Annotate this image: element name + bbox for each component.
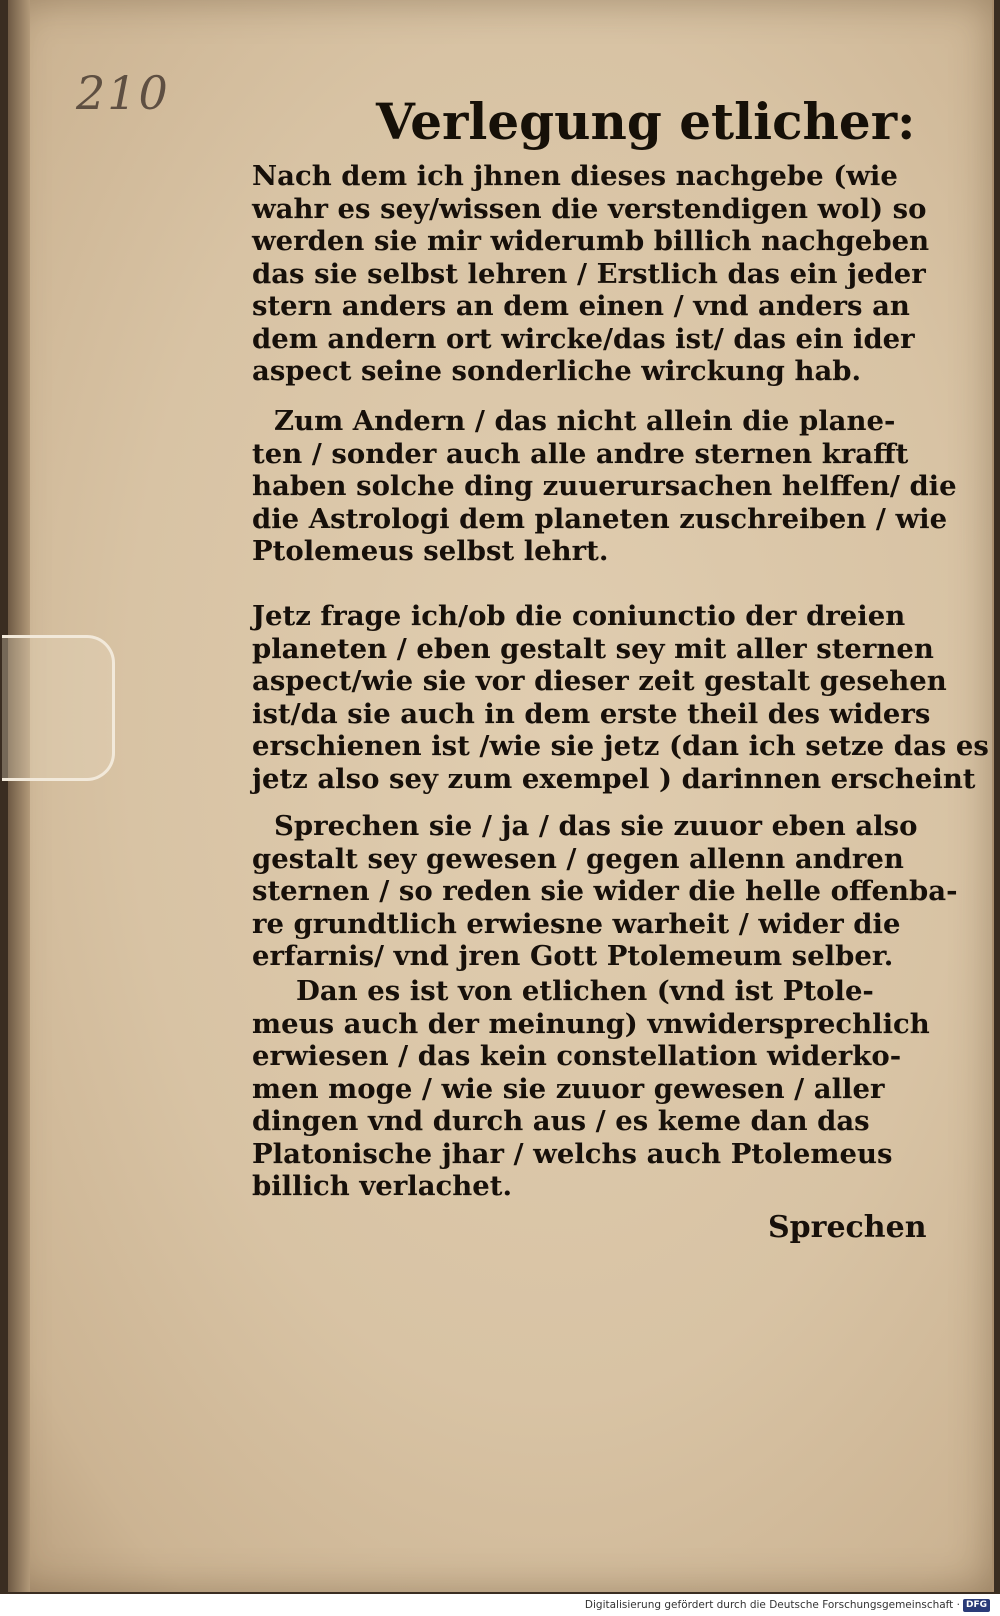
text-line: men moge / wie sie zuuor gewesen / aller	[252, 1072, 885, 1105]
page-gutter	[8, 0, 30, 1592]
paragraph-1	[252, 160, 930, 388]
text-line: wahr es sey/wissen die verstendigen wol) so	[252, 192, 927, 225]
text-line: re grundtlich erwiesne warheit / wider die	[252, 907, 901, 940]
text-line: werden sie mir widerumb billich nachgeben	[252, 225, 930, 257]
text-line: Nach dem ich jhnen dieses nachgebe (wie	[252, 160, 898, 192]
digitization-credit	[0, 1594, 1000, 1616]
text-line: erfarnis/ vnd jren Gott Ptolemeum selber.	[252, 940, 894, 972]
paragraph-5	[252, 975, 930, 1203]
text-line: jetz also sey zum exempel ) darinnen erscheint	[252, 762, 976, 795]
text-line: sternen / so reden sie wider die helle offenba-	[252, 875, 958, 907]
credit-text: Digitalisierung gefördert durch die Deutsche Forschungsgemeinschaft ·	[584, 1599, 960, 1611]
text-line: Jetz frage ich/ob die coniunctio der dreien	[252, 600, 906, 632]
text-line: aspect seine sonderliche wirckung hab.	[252, 355, 862, 387]
paragraph-4	[252, 810, 958, 973]
text-line: aspect/wie sie vor dieser zeit gestalt gesehen	[252, 665, 947, 697]
text-line: Dan es ist von etlichen (vnd ist Ptole-	[296, 975, 874, 1007]
dfg-logo: DFG	[963, 1599, 990, 1612]
running-heading: Verlegung etlicher:	[376, 92, 916, 151]
text-line: erwiesen / das kein constellation widerko-	[252, 1040, 902, 1072]
text-line: dem andern ort wircke/das ist/ das ein ider	[252, 322, 915, 355]
book-page	[8, 0, 994, 1592]
text-line: Platonische jhar / welchs auch Ptolemeus	[252, 1137, 893, 1170]
text-line: haben solche ding zuuerursachen helffen/ die	[252, 470, 957, 502]
page-number: 210	[76, 66, 170, 120]
text-line: gestalt sey gewesen / gegen allenn andren	[252, 842, 904, 875]
text-line: Zum Andern / das nicht allein die plane-	[274, 405, 896, 437]
paragraph-2	[252, 405, 957, 568]
paragraph-3	[252, 600, 989, 795]
text-line: planeten / eben gestalt sey mit aller sternen	[252, 632, 934, 665]
text-line: stern anders an dem einen / vnd anders an	[252, 290, 910, 322]
text-line: Ptolemeus selbst lehrt.	[252, 535, 609, 567]
text-line: das sie selbst lehren / Erstlich das ein jeder	[252, 257, 926, 290]
text-line: dingen vnd durch aus / es keme dan das	[252, 1105, 870, 1137]
paper-fold-tab	[2, 635, 115, 781]
text-line: Sprechen sie / ja / das sie zuuor eben also	[274, 810, 918, 842]
text-line: die Astrologi dem planeten zuschreiben / wie	[252, 502, 948, 535]
text-line: meus auch der meinung) vnwidersprechlich	[252, 1007, 930, 1040]
text-line: erschienen ist /wie sie jetz (dan ich setze das es	[252, 730, 989, 762]
text-line: billich verlachet.	[252, 1170, 513, 1202]
catchword: Sprechen	[768, 1210, 927, 1245]
text-line: ist/da sie auch in dem erste theil des widers	[252, 697, 931, 730]
text-line: ten / sonder auch alle andre sternen krafft	[252, 437, 909, 470]
